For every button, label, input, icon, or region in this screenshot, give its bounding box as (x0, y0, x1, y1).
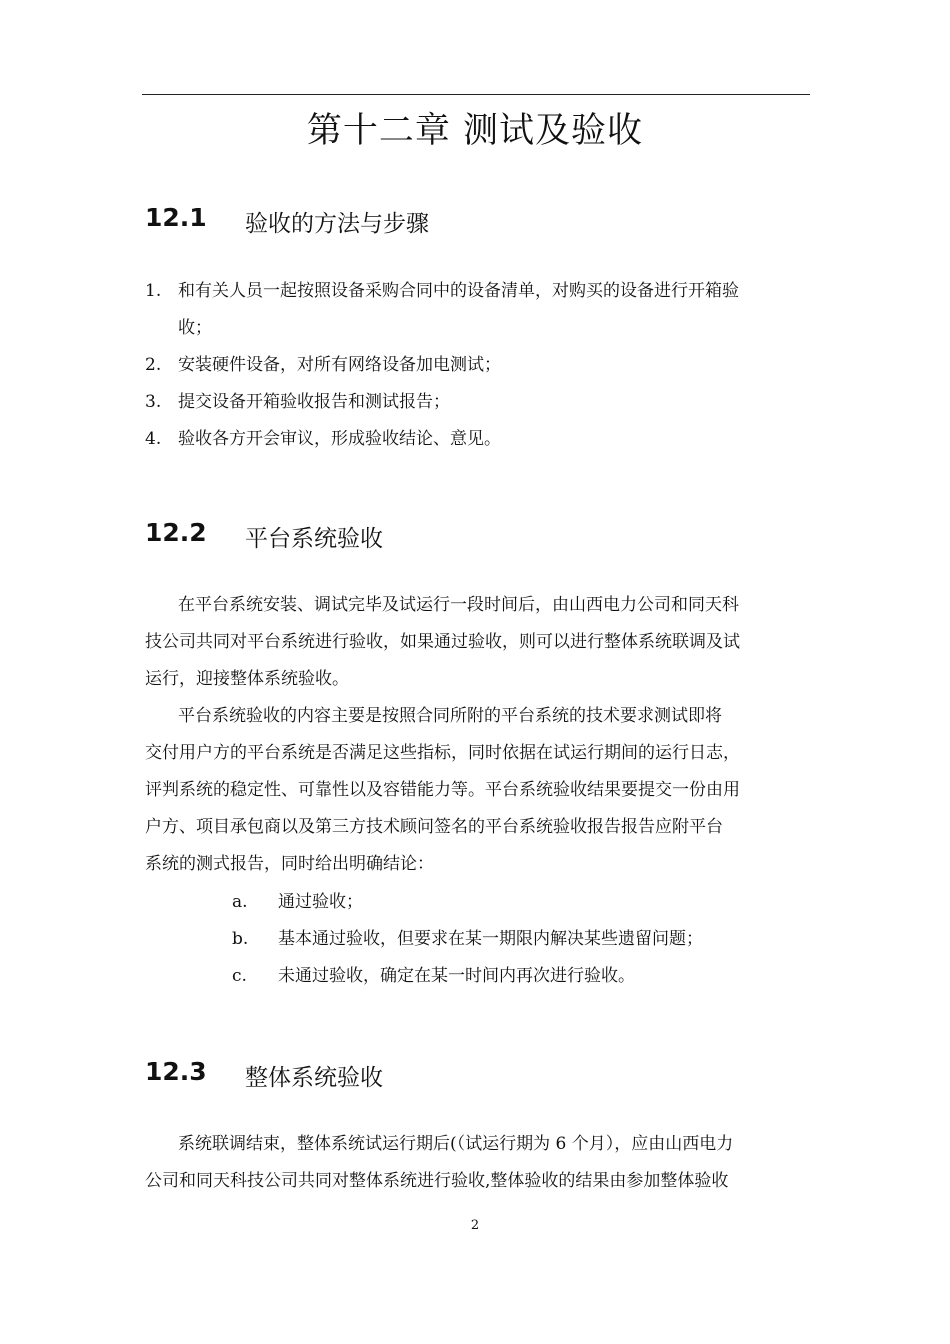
paragraph-line: 平台系统验收的内容主要是按照合同所附的平台系统的技术要求测试即将 (178, 706, 722, 726)
section-title: 验收的方法与步骤 (245, 211, 429, 237)
list-marker: 4. (145, 429, 162, 449)
section-title: 整体系统验收 (245, 1065, 383, 1091)
list-marker: 2. (145, 355, 162, 375)
paragraph-line: 公司和同天科技公司共同对整体系统进行验收,整体验收的结果由参加整体验收 (145, 1171, 729, 1191)
section-title: 平台系统验收 (245, 526, 383, 552)
list-item-text: 未通过验收，确定在某一时间内再次进行验收。 (278, 966, 635, 986)
list-marker: b. (232, 929, 249, 949)
section-number: 12.3 (145, 1057, 207, 1086)
list-marker: c. (232, 966, 247, 986)
list-marker: a. (232, 892, 248, 912)
paragraph-line: 户方、项目承包商以及第三方技术顾问签名的平台系统验收报告报告应附平台 (145, 817, 723, 837)
list-item-line: 验收各方开会审议，形成验收结论、意见。 (178, 429, 501, 449)
list-item-text: 基本通过验收，但要求在某一期限内解决某些遗留问题； (278, 929, 703, 949)
list-item-line: 提交设备开箱验收报告和测试报告； (178, 392, 450, 412)
paragraph-line: 系统的测式报告，同时给出明确结论： (145, 854, 434, 874)
header-rule (142, 94, 810, 95)
chapter-title: 第十二章 测试及验收 (306, 111, 644, 151)
list-marker: 3. (145, 392, 162, 412)
paragraph-line: 系统联调结束，整体系统试运行期后(（试运行期为 6 个月），应由山西电力 (178, 1134, 734, 1154)
list-item-line: 和有关人员一起按照设备采购合同中的设备清单，对购买的设备进行开箱验 (178, 281, 739, 301)
section-number: 12.2 (145, 518, 207, 547)
section-number: 12.1 (145, 203, 207, 232)
paragraph-line: 评判系统的稳定性、可靠性以及容错能力等。平台系统验收结果要提交一份由用 (145, 780, 740, 800)
page-number: 2 (470, 1218, 480, 1233)
list-item-text: 通过验收； (278, 892, 363, 912)
list-marker: 1. (145, 281, 162, 301)
list-item-line: 安装硬件设备，对所有网络设备加电测试； (178, 355, 501, 375)
paragraph-line: 运行，迎接整体系统验收。 (145, 669, 349, 689)
paragraph-line: 交付用户方的平台系统是否满足这些指标，同时依据在试运行期间的运行日志， (145, 743, 740, 763)
list-item-line: 收； (178, 318, 212, 338)
paragraph-line: 在平台系统安装、调试完毕及试运行一段时间后，由山西电力公司和同天科 (178, 595, 739, 615)
paragraph-line: 技公司共同对平台系统进行验收，如果通过验收，则可以进行整体系统联调及试 (145, 632, 740, 652)
